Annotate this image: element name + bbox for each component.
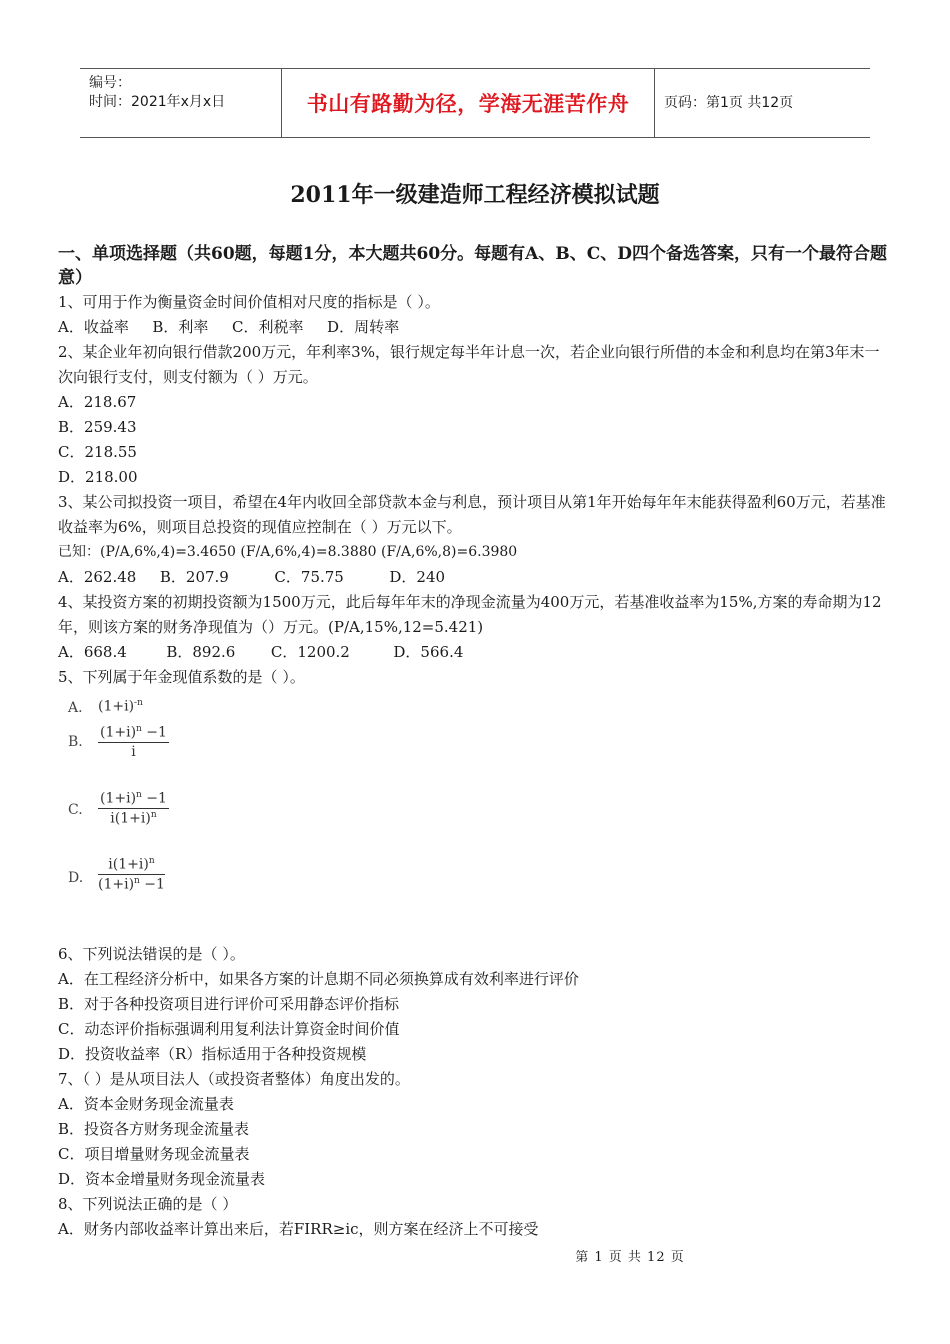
question-7-stem: 7、（ ）是从项目法人（或投资者整体）角度出发的。: [58, 1070, 410, 1088]
option-b: B．892.6: [166, 643, 236, 661]
header-page-cell: [654, 69, 870, 137]
question-4-options: [58, 640, 894, 665]
header-motto-cell: [281, 69, 655, 137]
question-2-option-c: C．218.55: [58, 443, 137, 461]
option-c: C．75.75: [274, 568, 344, 586]
formula-b: $\frac{(1+i)^n -1}{i}$: [100, 724, 167, 760]
formula-label-d: D.: [68, 870, 84, 886]
question-8-stem: 8、下列说法正确的是（ ）: [58, 1195, 238, 1213]
header-table: [80, 68, 870, 138]
document-number-label: 编号：: [89, 75, 131, 91]
option-a: A．收益率: [58, 318, 129, 336]
question-7-option-d: D．资本金增量财务现金流量表: [58, 1170, 266, 1188]
question-2-option-a: A．218.67: [58, 393, 137, 411]
formula-a: $(1+i)^{-n}$: [98, 698, 143, 715]
question-6-option-a: A．在工程经济分析中，如果各方案的计息期不同必须换算成有效利率进行评价: [58, 970, 579, 988]
question-4-stem: 4、某投资方案的初期投资额为1500万元，此后每年年末的净现金流量为400万元，若基准收益率为15%,方案的寿命期为12年，则该方案的财务净现值为（）万元。(P/A,15%,12=5.421): [58, 593, 882, 636]
question-5-stem: 5、下列属于年金现值系数的是（ ）。: [58, 668, 305, 686]
question-7-option-b: B．投资各方财务现金流量表: [58, 1120, 250, 1138]
formula-d: $\frac{i(1+i)^n}{(1+i)^n -1}$: [98, 856, 165, 893]
question-3-options: [58, 565, 894, 590]
option-d: D．240: [389, 568, 446, 586]
option-d: D．周转率: [327, 318, 400, 336]
document-title: 2011年一级建造师工程经济模拟试题: [290, 182, 660, 208]
question-2-option-b: B．259.43: [58, 418, 137, 436]
question-6-option-b: B．对于各种投资项目进行评价可采用静态评价指标: [58, 995, 400, 1013]
option-d: D．566.4: [393, 643, 464, 661]
option-b: B．207.9: [159, 568, 229, 586]
formula-label-b: B.: [68, 734, 83, 750]
question-8-option-a: A．财务内部收益率计算出来后，若FIRR≥ic，则方案在经济上不可接受: [58, 1220, 539, 1238]
exam-content: [58, 242, 894, 1242]
question-3-stem: 3、某公司拟投资一项目，希望在4年内收回全部贷款本金与利息，预计项目从第1年开始每年年末能获得盈利60万元，若基准收益率为6%，则项目总投资的现值应控制在（ ）万元以下。: [58, 493, 886, 536]
motto: 书山有路勤为径，学海无涯苦作舟: [306, 91, 630, 116]
option-b: B．利率: [152, 318, 209, 336]
question-7-option-a: A．资本金财务现金流量表: [58, 1095, 234, 1113]
page-info: 页码：第1页 共12页: [664, 95, 794, 111]
header-meta-cell: [80, 69, 281, 137]
question-2-option-d: D．218.00: [58, 468, 138, 486]
option-c: C．利税率: [232, 318, 304, 336]
question-6-option-d: D．投资收益率（R）指标适用于各种投资规模: [58, 1045, 367, 1063]
option-a: A．668.4: [58, 643, 127, 661]
question-1-options: [58, 315, 894, 340]
option-a: A．262.48: [58, 568, 137, 586]
question-3-known: 已知：(P/A,6%,4)=3.4650 (F/A,6%,4)=8.3880 (F/A,6%,8)=6.3980: [58, 544, 518, 560]
question-6-option-c: C．动态评价指标强调利用复利法计算资金时间价值: [58, 1020, 400, 1038]
question-2-stem: 2、某企业年初向银行借款200万元，年利率3%，银行规定每半年计息一次，若企业向银行所借的本金和利息均在第3年末一次向银行支付，则支付额为（ ）万元。: [58, 343, 880, 386]
question-6-stem: 6、下列说法错误的是（ ）。: [58, 945, 245, 963]
formula-c: $\frac{(1+i)^n -1}{i(1+i)^n}$: [100, 790, 167, 827]
question-1-stem: 1、可用于作为衡量资金时间价值相对尺度的指标是（ ）。: [58, 293, 440, 311]
question-7-option-c: C．项目增量财务现金流量表: [58, 1145, 250, 1163]
option-c: C．1200.2: [270, 643, 350, 661]
formula-label-c: C.: [68, 802, 83, 818]
question-5-formula-image: [68, 690, 894, 942]
document-date: 时间：2021年x月x日: [89, 94, 226, 110]
page-footer: 第 1 页 共 12 页: [575, 1250, 685, 1265]
formula-label-a: A.: [68, 700, 83, 716]
section-heading: 一、单项选择题（共60题，每题1分，本大题共60分。每题有A、B、C、D四个备选答案，只有一个最符合题意）: [58, 244, 887, 288]
